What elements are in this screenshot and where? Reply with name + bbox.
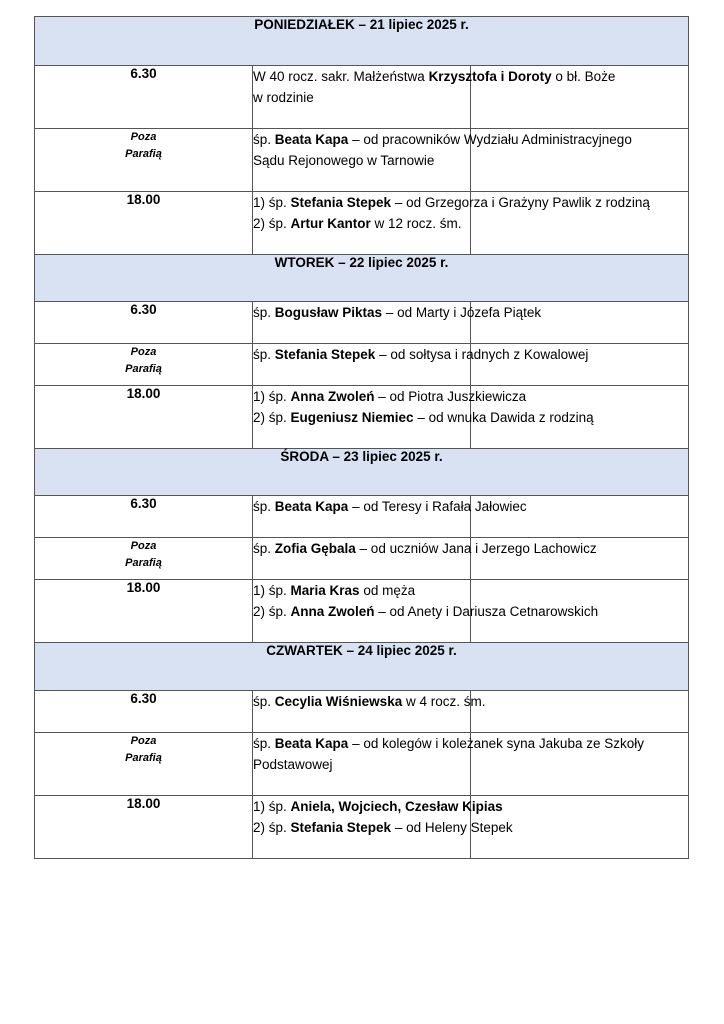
intention-text: Podstawowej	[253, 757, 333, 772]
intention-line	[253, 691, 486, 712]
intention-name: Cecylia Wiśniewska	[274, 694, 403, 709]
mass-row	[35, 796, 689, 859]
mass-intention	[253, 691, 486, 733]
mass-time: 6.30	[35, 496, 253, 538]
mass-row	[35, 496, 689, 538]
intention-text: śp.	[253, 132, 275, 147]
mass-intention	[253, 386, 594, 449]
intention-name: Artur Kantor	[290, 216, 371, 231]
intention-line	[253, 213, 470, 234]
day-header-row	[35, 17, 689, 66]
mass-intention	[253, 192, 650, 255]
mass-time: 6.30	[35, 302, 253, 344]
intention-text: – od Teresy i Rafała Jałowiec	[348, 499, 527, 514]
intention-name: Anna Zwoleń	[290, 604, 375, 619]
mass-time: 18.00	[35, 192, 253, 255]
intention-text: 2) śp.	[253, 216, 291, 231]
intention-text: Sądu Rejonowego w Tarnowie	[253, 153, 435, 168]
mass-time: 6.30	[35, 691, 253, 733]
mass-time: 6.30	[35, 66, 253, 129]
intention-text: śp.	[253, 347, 275, 362]
mass-intention	[253, 796, 513, 859]
mass-row	[35, 129, 689, 192]
intention-text: – od Anety i Dariusza Cetnarowskich	[374, 604, 599, 619]
intention-text: w 12 rocz. śm.	[370, 216, 462, 231]
intention-text: – od Grzegorza i Grażyny Pawlik z rodziną	[391, 195, 650, 210]
mass-row	[35, 580, 689, 643]
intention-text: – od sołtysa i radnych z Kowalowej	[375, 347, 589, 362]
mass-row	[35, 302, 689, 344]
intention-name: Beata Kapa	[274, 132, 349, 147]
intention-text: 1) śp.	[253, 583, 291, 598]
intention-text: od męża	[359, 583, 416, 598]
intention-line	[253, 87, 470, 108]
intention-text: – od Piotra Juszkiewicza	[374, 389, 527, 404]
mass-time: 18.00	[35, 580, 253, 643]
intention-line	[253, 733, 644, 754]
day-header: WTOREK – 22 lipiec 2025 r.	[35, 255, 689, 302]
mass-intention	[253, 538, 597, 580]
intention-line	[253, 192, 650, 213]
intention-text: – od Heleny Stepek	[391, 820, 513, 835]
intention-line	[253, 538, 597, 559]
intention-line	[253, 601, 599, 622]
intention-line	[253, 129, 632, 150]
intention-text: 1) śp.	[253, 799, 291, 814]
intention-text: śp.	[253, 694, 275, 709]
intention-text: 1) śp.	[253, 195, 291, 210]
mass-row	[35, 386, 689, 449]
mass-row	[35, 66, 689, 129]
intention-name: Zofia Gębala	[274, 541, 356, 556]
mass-location-label: Poza Parafią	[35, 344, 253, 386]
mass-location-label: Poza Parafią	[35, 538, 253, 580]
mass-location-label: Poza Parafią	[35, 129, 253, 192]
intention-name: Krzysztofa i Doroty	[428, 69, 552, 84]
intention-line	[253, 817, 513, 838]
intention-text: 2) śp.	[253, 410, 291, 425]
intention-text: śp.	[253, 305, 275, 320]
intention-line	[253, 496, 527, 517]
intention-name: Bogusław Piktas	[274, 305, 383, 320]
notes-cell	[471, 691, 689, 733]
mass-time: 18.00	[35, 386, 253, 449]
intention-name: Eugeniusz Niemiec	[290, 410, 414, 425]
mass-time: 18.00	[35, 796, 253, 859]
intention-text: W 40 rocz. sakr. Małżeństwa	[253, 69, 429, 84]
intention-line	[253, 302, 542, 323]
mass-row	[35, 691, 689, 733]
day-header: CZWARTEK – 24 lipiec 2025 r.	[35, 643, 689, 691]
mass-row	[35, 344, 689, 386]
day-header-row	[35, 255, 689, 302]
intention-name: Beata Kapa	[274, 499, 349, 514]
intention-text: 2) śp.	[253, 820, 291, 835]
day-header-row	[35, 643, 689, 691]
intention-name: Anna Zwoleń	[290, 389, 375, 404]
mass-intention	[253, 733, 644, 796]
mass-intention	[253, 302, 542, 344]
intention-text: – od pracowników Wydziału Administracyjnego	[348, 132, 632, 147]
intention-line	[253, 407, 594, 428]
day-header-row	[35, 449, 689, 496]
intention-text: – od uczniów Jana i Jerzego Lachowicz	[355, 541, 597, 556]
intention-text: śp.	[253, 736, 275, 751]
intention-name: Stefania Stepek	[290, 195, 392, 210]
mass-row	[35, 192, 689, 255]
mass-row	[35, 538, 689, 580]
intention-line	[253, 66, 616, 87]
intention-name: Maria Kras	[290, 583, 360, 598]
intention-line	[253, 386, 527, 407]
intention-text: 2) śp.	[253, 604, 291, 619]
intention-line	[253, 580, 470, 601]
mass-row	[35, 733, 689, 796]
mass-intention	[253, 129, 632, 192]
intention-text: – od Marty i Józefa Piątek	[382, 305, 542, 320]
intention-text: – od wnuka Dawida z rodziną	[413, 410, 594, 425]
intention-text: – od kolegów i koleżanek syna Jakuba ze Szkoły	[348, 736, 644, 751]
intention-text: śp.	[253, 541, 275, 556]
mass-intention	[253, 66, 616, 129]
intention-line	[253, 150, 470, 171]
mass-intention	[253, 580, 599, 643]
mass-location-label: Poza Parafią	[35, 733, 253, 796]
intention-name: Aniela, Wojciech, Czesław Kipias	[290, 799, 503, 814]
day-header: ŚRODA – 23 lipiec 2025 r.	[35, 449, 689, 496]
day-header: PONIEDZIAŁEK – 21 lipiec 2025 r.	[35, 17, 689, 66]
intention-name: Beata Kapa	[274, 736, 349, 751]
mass-intention	[253, 496, 527, 538]
intention-text: śp.	[253, 499, 275, 514]
mass-intention	[253, 344, 589, 386]
mass-schedule-table	[34, 16, 689, 859]
intention-name: Stefania Stepek	[274, 347, 376, 362]
intention-text: 1) śp.	[253, 389, 291, 404]
intention-line	[253, 754, 470, 775]
intention-text: w rodzinie	[253, 90, 314, 105]
intention-line	[253, 344, 589, 365]
intention-line	[253, 796, 503, 817]
intention-name: Stefania Stepek	[290, 820, 392, 835]
intention-text: w 4 rocz. śm.	[402, 694, 486, 709]
intention-text: o bł. Boże	[551, 69, 616, 84]
